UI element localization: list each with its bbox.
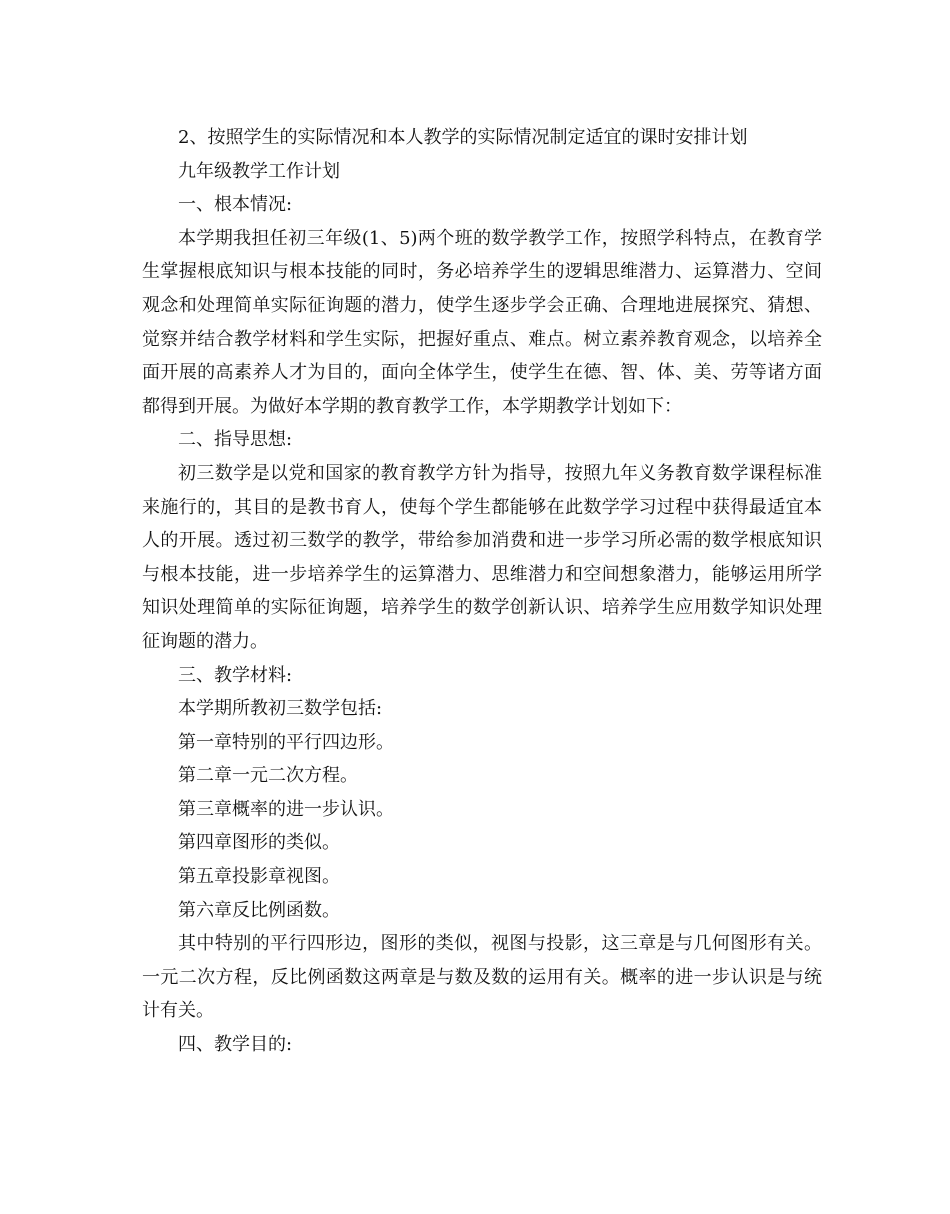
list-item-chapter-6: 第六章反比例函数。	[178, 899, 340, 921]
list-item-chapter-2: 第二章一元二次方程。	[178, 765, 358, 787]
paragraph-chapter-summary: 其中特别的平行四形边，图形的类似，视图与投影，这三章是与几何图形有关。一元二次方程，反比例函数这两章是与数及数的运用有关。概率的进一步认识是与统计有关。	[142, 933, 822, 1022]
list-item-chapter-1: 第一章特别的平行四边形。	[178, 731, 394, 753]
section-heading-basic-situation: 一、根本情况:	[178, 194, 293, 216]
document-title: 九年级教学工作计划	[178, 160, 340, 182]
paragraph-lesson-plan-item: 2、按照学生的实际情况和本人教学的实际情况制定适宜的课时安排计划	[178, 127, 748, 148]
paragraph-basic-situation: 本学期我担任初三年级(1、5)两个班的数学教学工作，按照学科特点，在教育学生掌握根底知识与根本技能的同时，务必培养学生的逻辑思维潜力、运算潜力、空间观念和处理简单实际征询题的潜力，使学生逐步学会正确、合理地进展探究、猜想、觉察并结合教学材料和学生实际，把握好重点、难点。树立素养教育观念，以培养全面开展的高素养人才为目的，面向全体学生，使学生在德、智、体、美、劳等诸方面都得到开展。为做好本学期的教育教学工作，本学期教学计划如下：	[142, 227, 822, 417]
list-item-chapter-5: 第五章投影章视图。	[178, 866, 340, 888]
section-heading-teaching-goals: 四、教学目的:	[178, 1034, 293, 1056]
section-heading-teaching-materials: 三、教学材料:	[178, 664, 293, 686]
list-item-chapter-4: 第四章图形的类似。	[178, 832, 340, 854]
paragraph-materials-intro: 本学期所教初三数学包括:	[178, 698, 383, 720]
paragraph-guiding-ideology: 初三数学是以党和国家的教育教学方针为指导，按照九年义务教育数学课程标准来施行的，其目的是教书育人，使每个学生都能够在此数学学习过程中获得最适宜本人的开展。透过初三数学的教学，带给参加消费和进一步学习所必需的数学根底知识与根本技能，进一步培养学生的运算潜力、思维潜力和空间想象潜力，能够运用所学知识处理简单的实际征询题，培养学生的数学创新认识、培养学生应用数学知识处理征询题的潜力。	[142, 462, 822, 652]
section-heading-guiding-ideology: 二、指导思想:	[178, 429, 293, 451]
document-body	[142, 121, 822, 1062]
list-item-chapter-3: 第三章概率的进一步认识。	[178, 798, 394, 820]
